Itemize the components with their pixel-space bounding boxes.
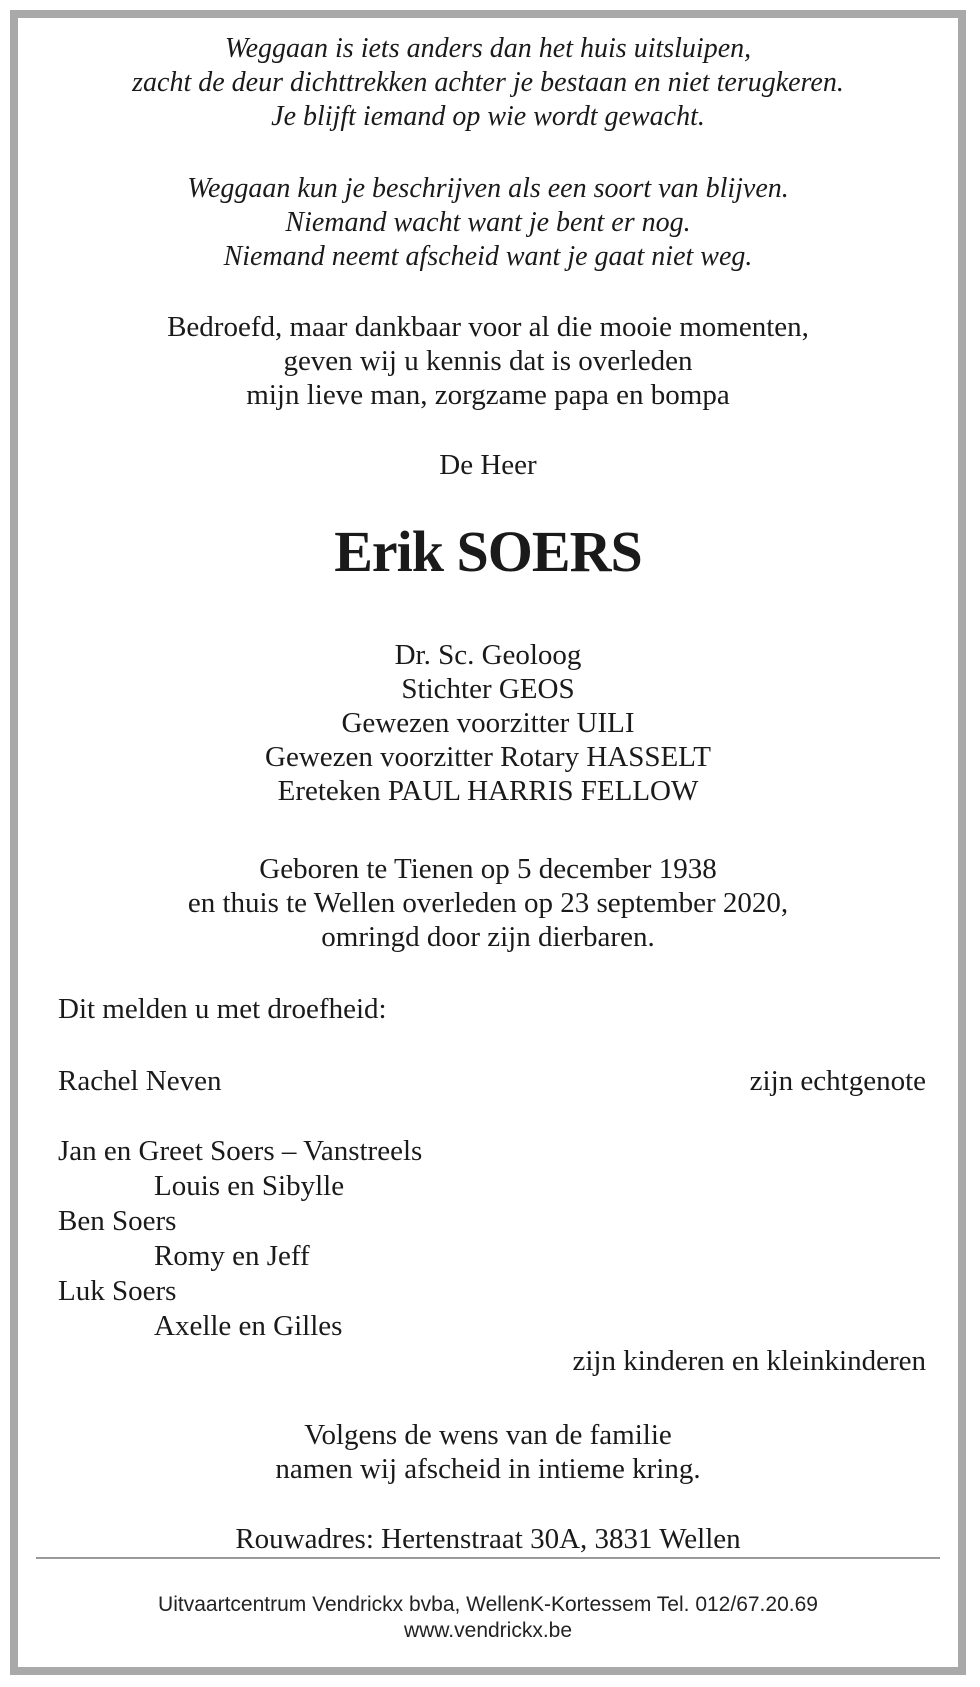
life-line: en thuis te Wellen overleden op 23 september 2020, [187, 887, 789, 919]
poem-line: Weggaan kun je beschrijven als een soort van blijven. [187, 173, 789, 204]
child-name: Ben Soers [58, 1205, 177, 1237]
spouse-name: Rachel Neven [58, 1065, 222, 1097]
child-name: Luk Soers [58, 1275, 177, 1307]
announcement-line: mijn lieve man, zorgzame papa en bompa [246, 379, 730, 411]
grandchildren-names: Romy en Jeff [154, 1240, 310, 1272]
poem-line: Je blijft iemand op wie wordt gewacht. [271, 101, 705, 132]
closing-line: Volgens de wens van de familie [304, 1419, 672, 1451]
title-line: Stichter GEOS [401, 673, 575, 705]
grandchildren-names: Axelle en Gilles [154, 1310, 343, 1342]
poem-line: Weggaan is iets anders dan het huis uitsluipen, [224, 33, 752, 64]
title-line: Gewezen voorzitter Rotary HASSELT [265, 741, 711, 773]
title-line: Ereteken PAUL HARRIS FELLOW [277, 775, 699, 807]
obituary-content [18, 18, 958, 1667]
mourning-address: Rouwadres: Hertenstraat 30A, 3831 Wellen [235, 1523, 741, 1555]
mourners-intro: Dit melden u met droefheid: [58, 993, 387, 1025]
children-relation: zijn kinderen en kleinkinderen [572, 1345, 926, 1377]
poem-line: zacht de deur dichttrekken achter je bestaan en niet terugkeren. [132, 67, 844, 98]
poem-line: Niemand wacht want je bent er nog. [285, 207, 691, 238]
life-line: Geboren te Tienen op 5 december 1938 [259, 853, 717, 885]
funeral-home-info: Uitvaartcentrum Vendrickx bvba, WellenK-Kortessem Tel. 012/67.20.69 [158, 1593, 818, 1616]
grandchildren-names: Louis en Sibylle [154, 1170, 345, 1202]
spouse-relation: zijn echtgenote [749, 1065, 926, 1097]
funeral-home-website[interactable]: www.vendrickx.be [403, 1619, 573, 1642]
deceased-name: Erik SOERS [334, 519, 642, 584]
closing-line: namen wij afscheid in intieme kring. [275, 1453, 701, 1485]
life-line: omringd door zijn dierbaren. [321, 921, 655, 953]
poem-line: Niemand neemt afscheid want je gaat niet weg. [223, 241, 753, 272]
announcement-line: geven wij u kennis dat is overleden [283, 345, 693, 377]
child-name: Jan en Greet Soers – Vanstreels [58, 1135, 423, 1167]
title-line: Dr. Sc. Geoloog [394, 639, 582, 671]
footer-divider [36, 1557, 940, 1559]
honorific: De Heer [439, 449, 537, 481]
title-line: Gewezen voorzitter UILI [341, 707, 635, 739]
announcement-line: Bedroefd, maar dankbaar voor al die mooie momenten, [167, 311, 809, 343]
obituary-frame [10, 10, 966, 1675]
